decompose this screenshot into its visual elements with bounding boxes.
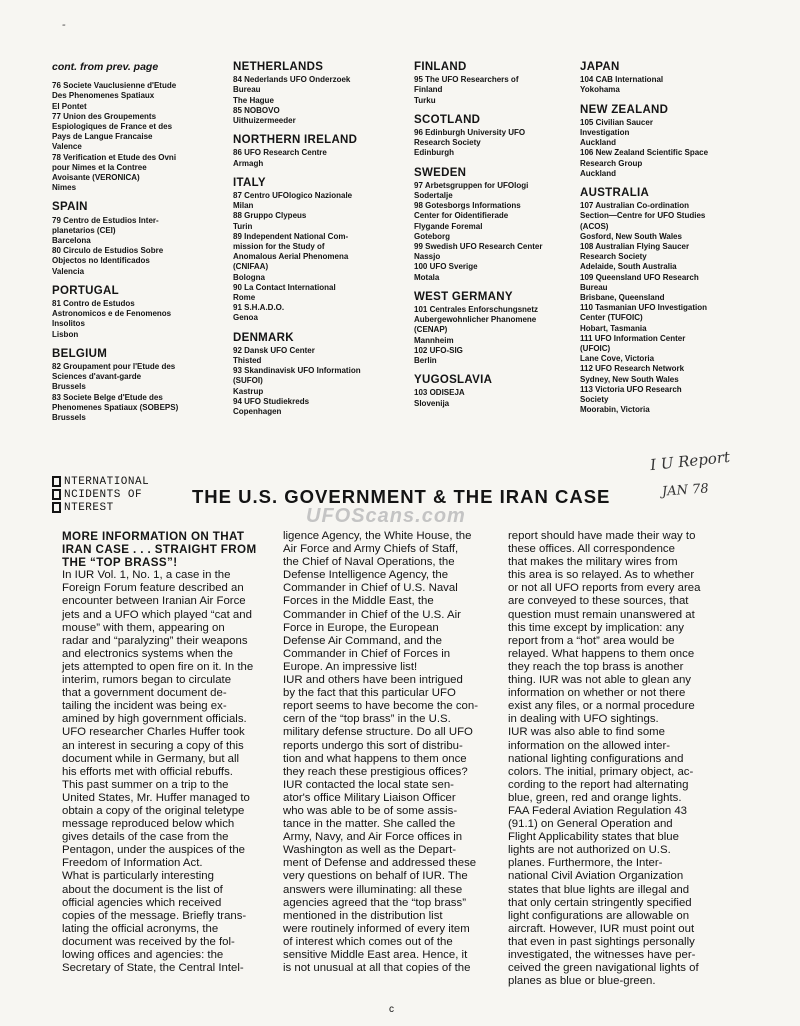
- directory-entry-line: 113 Victoria UFO Research: [580, 384, 682, 394]
- article-text-line: this time except by implication: any: [508, 621, 684, 634]
- directory-entry-line: 90 La Contact International: [233, 282, 336, 292]
- country-heading: ITALY: [233, 176, 266, 189]
- article-text-line: jets attempted to open fire on it. In the: [62, 660, 254, 673]
- directory-section: [580, 62, 750, 96]
- article-text-line: this area is so relayed. As to whether: [508, 569, 695, 582]
- article-text-line: question must remain unanswered at: [508, 608, 695, 621]
- article-text-line: Foreign Forum feature described an: [62, 582, 244, 595]
- article-text-line: message reproduced below which: [62, 818, 235, 831]
- directory-entry-line: 80 Circulo de Estudios Sobre: [52, 246, 164, 256]
- country-heading: AUSTRALIA: [580, 187, 650, 200]
- directory-entry-line: 89 Independent National Com-: [233, 231, 349, 241]
- directory-entry-line: 87 Centro UFOlogico Nazionale: [233, 191, 353, 201]
- directory-entry-line: Lisbon: [52, 329, 79, 339]
- directory-entry-line: 82 Groupament pour l'Etude des: [52, 362, 176, 372]
- country-heading: JAPAN: [580, 61, 620, 73]
- article-text-line: aircraft. However, IUR must point out: [508, 922, 695, 935]
- article-text-line: What is particularly interesting: [62, 870, 214, 883]
- article-text-line: Commander in Chief of U.S. Naval: [283, 582, 458, 595]
- directory-entry-line: Uithuizermeeder: [233, 116, 296, 126]
- article-text-line: about the document is the list of: [62, 883, 223, 896]
- continuation-note: cont. from prev. page: [52, 61, 159, 73]
- directory-entry-line: 96 Edinburgh University UFO: [414, 128, 526, 138]
- article-text-line: agencies agreed that the “top brass”: [283, 896, 466, 909]
- article-column-2: [283, 530, 493, 975]
- directory-section: [233, 178, 405, 324]
- country-heading: SPAIN: [52, 201, 88, 214]
- directory-entry-line: Valence: [52, 142, 82, 152]
- page-mark: c: [389, 1004, 394, 1015]
- article-text-line: or not all UFO reports from every area: [508, 582, 701, 595]
- article-text-line: very questions on behalf of IUR. The: [283, 870, 468, 883]
- article-text-line: mouse” with them, appearing on: [62, 621, 225, 634]
- article-text-line: tailing the incident was being ex-: [62, 700, 227, 713]
- directory-entry-line: Espiologiques de France et des: [52, 122, 173, 132]
- directory-entry-line: Milan: [233, 201, 254, 211]
- directory-section: [52, 286, 222, 340]
- directory-entry-line: Gosford, New South Wales: [580, 231, 682, 241]
- directory-entry-line: Brisbane, Queensland: [580, 293, 665, 303]
- article-column-3: [508, 530, 726, 988]
- directory-entry-line: Research Group: [580, 158, 643, 168]
- country-heading: NETHERLANDS: [233, 61, 324, 73]
- directory-entry-line: Thisted: [233, 356, 262, 366]
- article-text-line: report seems to have become the con-: [283, 700, 479, 713]
- directory-entry-line: 85 NOBOVO: [233, 105, 280, 115]
- article-text-line: Europe. An impressive list!: [283, 660, 418, 673]
- article-text-line: FAA Federal Aviation Regulation 43: [508, 804, 687, 817]
- article-text-line: cording to the report had alternating: [508, 778, 689, 791]
- directory-column-2: [233, 62, 405, 426]
- directory-entry-line: Turku: [414, 95, 436, 105]
- article-text-line: thing. IUR was not able to glean any: [508, 674, 691, 687]
- directory-section: [233, 135, 405, 169]
- directory-section: [52, 349, 222, 423]
- article-text-line: lights are not authorized on U.S.: [508, 844, 671, 857]
- directory-entry-line: El Pontet: [52, 101, 87, 111]
- directory-section: [233, 333, 405, 418]
- directory-entry-line: Motala: [414, 272, 440, 282]
- article-text-line: tion and what happens to them once: [283, 752, 467, 765]
- country-heading: SWEDEN: [414, 166, 467, 179]
- watermark: UFOScans.com: [306, 505, 466, 527]
- article-text-line: IUR contacted the local state sen-: [283, 778, 454, 791]
- directory-entry-line: Adelaide, South Australia: [580, 262, 677, 272]
- article-text-line: gives details of the case from the: [62, 831, 229, 844]
- article-text-line: his efforts met with official rebuffs.: [62, 765, 233, 778]
- article-text-line: lating the official acronyms, the: [62, 922, 219, 935]
- directory-entry-line: Society: [580, 395, 609, 405]
- article-subhead-line: IRAN CASE . . . STRAIGHT FROM: [62, 543, 257, 557]
- directory-entry-line: 108 Australian Flying Saucer: [580, 242, 690, 252]
- directory-entry-line: 106 New Zealand Scientific Space: [580, 148, 709, 158]
- directory-entry-line: Section—Centre for UFO Studies: [580, 211, 706, 221]
- directory-entry-line: Brussels: [52, 382, 86, 392]
- article-text-line: that even in past sightings personally: [508, 935, 695, 948]
- article-text-line: national lighting configurations and: [508, 752, 684, 765]
- article-text-line: Defense Air Command, and the: [283, 634, 442, 647]
- directory-entry-line: mission for the Study of: [233, 242, 325, 252]
- article-text-line: radar and “paralyzing” their weapons: [62, 634, 248, 647]
- article-text-line: This past summer on a trip to the: [62, 778, 229, 791]
- directory-entry-line: Center (TUFOIC): [580, 313, 643, 323]
- directory-entry-line: Rome: [233, 293, 256, 303]
- article-column-1: [62, 530, 262, 975]
- directory-entry-line: Goteborg: [414, 231, 450, 241]
- article-text-line: that only certain stringently specified: [508, 896, 692, 909]
- article-text-line: encounter between Iranian Air Force: [62, 595, 246, 608]
- directory-entry-line: Slovenija: [414, 398, 450, 408]
- article-text-line: Secretary of State, the Central Intel-: [62, 962, 244, 975]
- country-heading: NEW ZEALAND: [580, 103, 669, 116]
- logo-bracket-icon: [52, 476, 61, 487]
- directory-sections: [580, 62, 750, 416]
- article-text-line: amined by high government officials.: [62, 713, 247, 726]
- directory-entry-line: (CENAP): [414, 325, 448, 335]
- directory-entry-line: (CNIFAA): [233, 262, 269, 272]
- directory-entry-line: Finland: [414, 85, 443, 95]
- handwritten-tick: -: [62, 18, 66, 31]
- article-text-line: cern of the “top brass” in the U.S.: [283, 713, 451, 726]
- country-heading: NORTHERN IRELAND: [233, 134, 358, 147]
- directory-entry-line: Yokohama: [580, 85, 620, 95]
- directory-entry-line: Astronomicos e de Fenomenos: [52, 309, 172, 319]
- article-text-line: these offices. All correspondence: [508, 543, 675, 556]
- country-heading: WEST GERMANY: [414, 290, 513, 303]
- article-text-line: ment of Defense and addressed these: [283, 857, 477, 870]
- article-text-line: interim, rumors began to circulate: [62, 674, 232, 687]
- article-subhead-line: THE “TOP BRASS”!: [62, 556, 178, 570]
- directory-entry-line: 104 CAB International: [580, 75, 664, 85]
- article-text-line: tance in the matter. She called the: [283, 818, 456, 831]
- article-text-line: the Chief of Naval Operations, the: [283, 556, 455, 569]
- directory-entry-line: 97 Arbetsgruppen for UFOlogi: [414, 180, 529, 190]
- directory-entry-line: Des Phenomenes Spatiaux: [52, 91, 155, 101]
- article-text-line: exist any files, or a normal procedure: [508, 700, 695, 713]
- country-heading: FINLAND: [414, 61, 467, 73]
- article-text-line: Force in Europe, the European: [283, 621, 439, 634]
- directory-entry-line: Center for Oidentifierade: [414, 211, 509, 221]
- article-text-line: answers were illuminating: all these: [283, 883, 463, 896]
- directory-entry-line: 76 Societe Vauclusienne d'Etude: [52, 81, 177, 91]
- article-text-line: document while in Germany, but all: [62, 752, 240, 765]
- logo-line-1: NTERNATIONAL: [64, 475, 150, 488]
- directory-entry-line: 99 Swedish UFO Research Center: [414, 242, 543, 252]
- directory-entry-line: Barcelona: [52, 236, 91, 246]
- article-text-line: states that blue lights are illegal and: [508, 883, 690, 896]
- article-text-line: Army, Navy, and Air Force offices in: [283, 831, 463, 844]
- handwritten-note-report: I U Report: [649, 447, 731, 475]
- directory-entry-line: 105 Civilian Saucer: [580, 117, 653, 127]
- country-heading: SCOTLAND: [414, 113, 481, 126]
- article-text-line: Freedom of Information Act.: [62, 857, 203, 870]
- article-text-line: were routinely informed of every item: [283, 922, 470, 935]
- directory-entry-line: Anomalous Aerial Phenomena: [233, 252, 349, 262]
- logo-bracket-icon: [52, 489, 61, 500]
- article-text-line: IUR was also able to find some: [508, 726, 666, 739]
- directory-entry-line: Research Society: [580, 252, 647, 262]
- directory-entry-line: Nassjo: [414, 252, 441, 262]
- article-text-line: colors. The initial, primary object, ac-: [508, 765, 694, 778]
- directory-entry-line: 101 Centrales Enforschungsnetz: [414, 305, 539, 315]
- article-text-line: planes. Furthermore, the Inter-: [508, 857, 663, 870]
- directory-section: [233, 62, 405, 126]
- article-text-line: they reach these prestigious offices?: [283, 765, 468, 778]
- directory-entry-line: Phenomenes Spatiaux (SOBEPS): [52, 402, 179, 412]
- article-text-line: planes as blue or blue-green.: [508, 975, 656, 988]
- country-heading: YUGOSLAVIA: [414, 374, 493, 387]
- directory-entry-line: 86 UFO Research Centre: [233, 148, 327, 158]
- directory-section: [414, 62, 574, 106]
- article-text-line: report from a “hot” area would be: [508, 634, 675, 647]
- directory-entry-line: Objectos no Identificados: [52, 256, 150, 266]
- directory-entry-line: planetarios (CEI): [52, 225, 116, 235]
- article-text-line: copies of the message. Briefly trans-: [62, 909, 247, 922]
- directory-entry-line: 88 Gruppo Clypeus: [233, 211, 307, 221]
- directory-column-4: [580, 62, 750, 425]
- article-headline: THE U.S. GOVERNMENT & THE IRAN CASE: [192, 486, 611, 507]
- directory-entry-line: Mannheim: [414, 335, 454, 345]
- article-text-line: Washington as well as the Depart-: [283, 844, 457, 857]
- article-text-line: (91.1) on General Operation and: [508, 818, 673, 831]
- article-text-line: that a government document de-: [62, 687, 227, 700]
- article-text-line: UFO researcher Charles Huffer took: [62, 726, 245, 739]
- article-text-line: relayed. What happens to them once: [508, 647, 695, 660]
- country-heading: DENMARK: [233, 331, 294, 344]
- article-text-line: mentioned in the distribution list: [283, 909, 443, 922]
- logo-line-3: NTEREST: [64, 501, 114, 514]
- article-text-line: information on the allowed inter-: [508, 739, 671, 752]
- directory-sections: [233, 62, 405, 417]
- directory-entry-line: 95 The UFO Researchers of: [414, 75, 519, 85]
- directory-entry-line: Pays de Langue Francaise: [52, 132, 153, 142]
- directory-entry-line: The Hague: [233, 95, 274, 105]
- directory-entry-line: Sydney, New South Wales: [580, 374, 679, 384]
- directory-section: [580, 188, 750, 415]
- directory-entry-line: Copenhagen: [233, 407, 282, 417]
- directory-entry-line: Nimes: [52, 183, 77, 193]
- directory-entry-line: 77 Union des Groupements: [52, 111, 157, 121]
- article-subhead-line: MORE INFORMATION ON THAT: [62, 530, 245, 543]
- directory-column-1: [52, 62, 222, 432]
- directory-entry-line: 92 Dansk UFO Center: [233, 345, 315, 355]
- directory-entry-line: Bureau: [580, 282, 608, 292]
- directory-entry-line: 109 Queensland UFO Research: [580, 272, 699, 282]
- directory-entry-line: Bureau: [233, 85, 261, 95]
- directory-entry-line: Hobart, Tasmania: [580, 323, 647, 333]
- directory-entry-line: Avoisante (VERONICA): [52, 173, 140, 183]
- directory-sections: [52, 81, 222, 423]
- article-text-line: ceived the green navigational lights of: [508, 962, 699, 975]
- directory-entry-line: 100 UFO Sverige: [414, 262, 478, 272]
- article-text-line: by the fact that this particular UFO: [283, 687, 456, 700]
- directory-section: [414, 168, 574, 283]
- directory-entry-line: (UFOIC): [580, 344, 611, 354]
- article-text-line: of interest which comes out of the: [283, 935, 453, 948]
- directory-entry-line: Berlin: [414, 356, 437, 366]
- article-text-line: sensitive Middle East area. Hence, it: [283, 949, 468, 961]
- directory-entry-line: 83 Societe Belge d'Etude des: [52, 392, 163, 402]
- directory-entry-line: 107 Australian Co-ordination: [580, 201, 690, 211]
- directory-entry-line: Edinburgh: [414, 148, 454, 158]
- article-text-line: report should have made their way to: [508, 530, 696, 542]
- article-text-line: lowing offices and agencies: the: [62, 949, 224, 961]
- directory-entry-line: Sodertalje: [414, 191, 453, 201]
- directory-entry-line: 93 Skandinavisk UFO Information: [233, 366, 361, 376]
- article-text-line: obtain a copy of the original teletype: [62, 804, 245, 817]
- article-text-line: United States, Mr. Huffer managed to: [62, 791, 250, 804]
- directory-entry-line: Aubergewohnlicher Phanomene: [414, 315, 537, 325]
- directory-entry-line: Kastrup: [233, 386, 264, 396]
- directory-entry-line: 112 UFO Research Network: [580, 364, 685, 374]
- directory-entry-line: 111 UFO Information Center: [580, 333, 686, 343]
- directory-entry-line: Turin: [233, 221, 253, 231]
- article-text-line: they reach the top brass is another: [508, 660, 684, 673]
- article-text-line: Forces in the Middle East, the: [283, 595, 434, 608]
- directory-entry-line: (ACOS): [580, 221, 609, 231]
- article-text-line: jets and a UFO which played “cat and: [62, 608, 252, 621]
- directory-entry-line: Auckland: [580, 138, 617, 148]
- directory-entry-line: 103 ODISEJA: [414, 388, 465, 398]
- directory-entry-line: 110 Tasmanian UFO Investigation: [580, 303, 707, 313]
- article-text-line: Commander in Chief of the U.S. Air: [283, 608, 461, 621]
- article-text-line: IUR and others have been intrigued: [283, 674, 463, 687]
- directory-section: [52, 202, 222, 276]
- directory-section: [52, 81, 222, 193]
- article-text-line: Pentagon, under the auspices of the: [62, 844, 246, 857]
- article-text-line: military defense structure. Do all UFO: [283, 726, 473, 739]
- directory-entry-line: 94 UFO Studiekreds: [233, 396, 310, 406]
- directory-column-3: [414, 62, 574, 418]
- directory-entry-line: (SUFOI): [233, 376, 263, 386]
- article-text-line: that makes the military wires from: [508, 556, 678, 569]
- article-text-line: national Civil Aviation Organization: [508, 870, 684, 883]
- directory-entry-line: Flygande Foremal: [414, 221, 483, 231]
- directory-entry-line: Investigation: [580, 128, 630, 138]
- article-text-line: is not unusual at all that copies of the: [283, 962, 471, 975]
- directory-entry-line: Brussels: [52, 413, 86, 423]
- article-text-line: blue, green, red and orange lights.: [508, 791, 682, 804]
- article-text-line: Commander in Chief of Forces in: [283, 647, 451, 660]
- article-text-line: who was able to be of some assis-: [283, 804, 458, 817]
- directory-entry-line: 79 Centro de Estudios Inter-: [52, 215, 159, 225]
- article-text-line: document was received by the fol-: [62, 935, 235, 948]
- article-text-line: reports undergo this sort of distribu-: [283, 739, 463, 752]
- directory-entry-line: Armagh: [233, 158, 264, 168]
- directory-entry-line: 102 UFO-SIG: [414, 345, 463, 355]
- article-text-line: light configurations are allowable on: [508, 909, 690, 922]
- article-text-line: in dealing with UFO sightings.: [508, 713, 659, 726]
- directory-entry-line: pour Nimes et la Contree: [52, 162, 147, 172]
- article-text-line: and electronics systems when the: [62, 647, 233, 660]
- logo-bracket-icon: [52, 502, 61, 513]
- directory-section: [414, 292, 574, 366]
- article-text-line: information on whether or not there: [508, 687, 686, 700]
- directory-entry-line: Valencia: [52, 266, 85, 276]
- directory-entry-line: 91 S.H.A.D.O.: [233, 303, 285, 313]
- article-text-line: are conveyed to these sources, that: [508, 595, 689, 608]
- logo-line-2: NCIDENTS OF: [64, 488, 143, 501]
- directory-section: [414, 115, 574, 159]
- directory-entry-line: Bologna: [233, 272, 265, 282]
- article-text-line: Defense Intelligence Agency, the: [283, 569, 449, 582]
- article-text-line: an interest in securing a copy of this: [62, 739, 244, 752]
- directory-entry-line: Research Society: [414, 138, 481, 148]
- directory-entry-line: Insolitos: [52, 319, 85, 329]
- article-text-line: In IUR Vol. 1, No. 1, a case in the: [62, 569, 231, 582]
- directory-entry-line: 98 Gotesborgs Informations: [414, 201, 521, 211]
- directory-entry-line: 78 Verification et Etude des Ovni: [52, 152, 177, 162]
- article-text-line: Air Force and Army Chiefs of Staff,: [283, 543, 459, 556]
- country-heading: PORTUGAL: [52, 284, 119, 297]
- article-text-line: ator's office Military Liaison Officer: [283, 791, 456, 804]
- country-heading: BELGIUM: [52, 347, 108, 360]
- directory-section: [580, 105, 750, 179]
- handwritten-note-date: JAN 78: [661, 481, 710, 500]
- directory-entry-line: Moorabin, Victoria: [580, 405, 650, 415]
- directory-entry-line: 84 Nederlands UFO Onderzoek: [233, 75, 351, 85]
- directory-entry-line: Lane Cove, Victoria: [580, 354, 655, 364]
- article-text-line: investigated, the witnesses have per-: [508, 949, 696, 961]
- directory-section: [414, 375, 574, 409]
- directory-entry-line: Auckland: [580, 168, 617, 178]
- directory-entry-line: Sciences d'avant-garde: [52, 372, 142, 382]
- column-logo: [52, 475, 149, 514]
- directory-entry-line: 81 Contro de Estudos: [52, 299, 135, 309]
- directory-sections: [414, 62, 574, 409]
- directory-entry-line: Genoa: [233, 313, 258, 323]
- article-text-line: ligence Agency, the White House, the: [283, 530, 472, 542]
- article-text-line: official agencies which received: [62, 896, 222, 909]
- article-text-line: Flight Applicability states that blue: [508, 831, 679, 844]
